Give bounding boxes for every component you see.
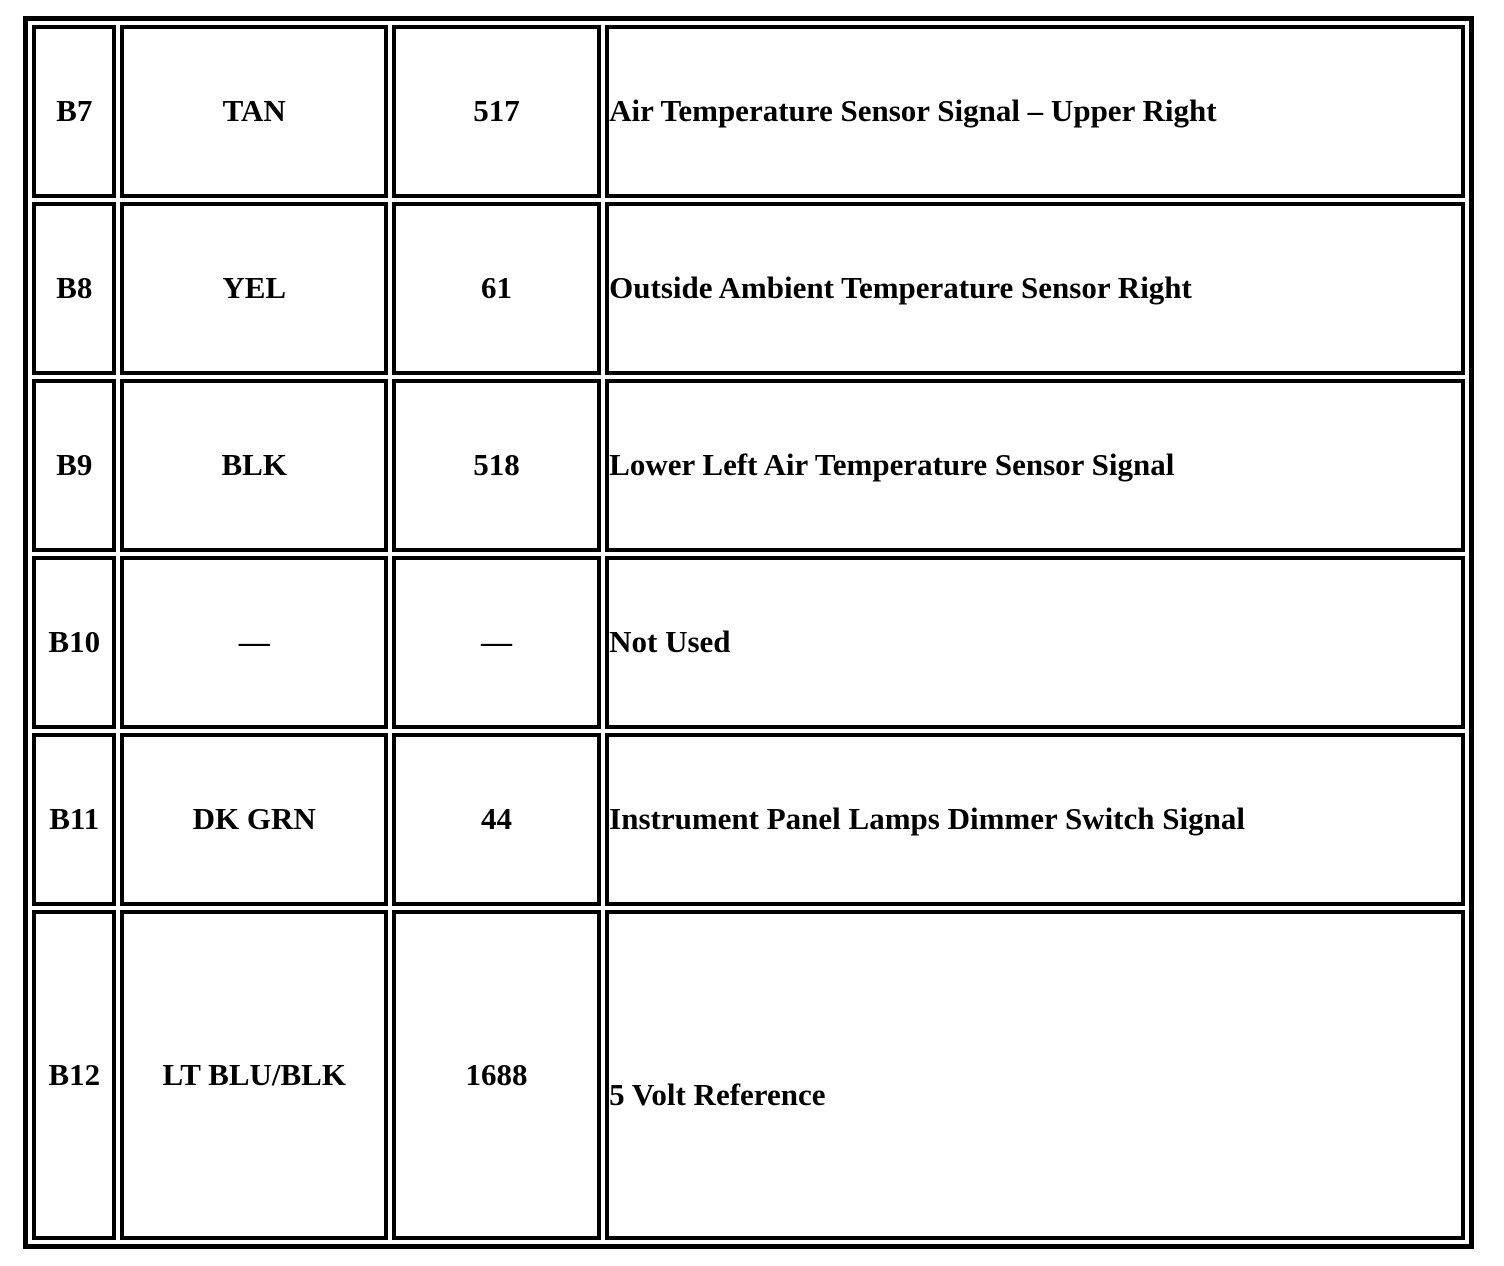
- function-cell: Instrument Panel Lamps Dimmer Switch Signal: [605, 733, 1465, 906]
- table-row: [32, 556, 1465, 729]
- function-cell: Lower Left Air Temperature Sensor Signal: [605, 379, 1465, 552]
- wire-color-cell: —: [120, 556, 388, 729]
- table-row: [32, 25, 1465, 198]
- wire-color-cell: YEL: [120, 202, 388, 375]
- circuit-cell: 1688: [392, 910, 601, 1240]
- wire-color-cell: DK GRN: [120, 733, 388, 906]
- circuit-cell: 61: [392, 202, 601, 375]
- pin-cell: B11: [32, 733, 116, 906]
- wire-color-cell: LT BLU/BLK: [120, 910, 388, 1240]
- table-row: [32, 202, 1465, 375]
- circuit-cell: 518: [392, 379, 601, 552]
- function-cell: Outside Ambient Temperature Sensor Right: [605, 202, 1465, 375]
- circuit-cell: —: [392, 556, 601, 729]
- pin-cell: B7: [32, 25, 116, 198]
- wire-color-cell: BLK: [120, 379, 388, 552]
- table-row: [32, 379, 1465, 552]
- wire-color-cell: TAN: [120, 25, 388, 198]
- circuit-cell: 44: [392, 733, 601, 906]
- pin-cell: B9: [32, 379, 116, 552]
- function-cell: Air Temperature Sensor Signal – Upper Right: [605, 25, 1465, 198]
- circuit-cell: 517: [392, 25, 601, 198]
- table-row: [32, 910, 1465, 1240]
- connector-pinout-table: [23, 16, 1474, 1249]
- pinout-table: [28, 21, 1469, 1244]
- pin-cell: B10: [32, 556, 116, 729]
- function-cell: Not Used: [605, 556, 1465, 729]
- pin-cell: B8: [32, 202, 116, 375]
- function-cell: 5 Volt Reference: [605, 910, 1465, 1240]
- pin-cell: B12: [32, 910, 116, 1240]
- table-row: [32, 733, 1465, 906]
